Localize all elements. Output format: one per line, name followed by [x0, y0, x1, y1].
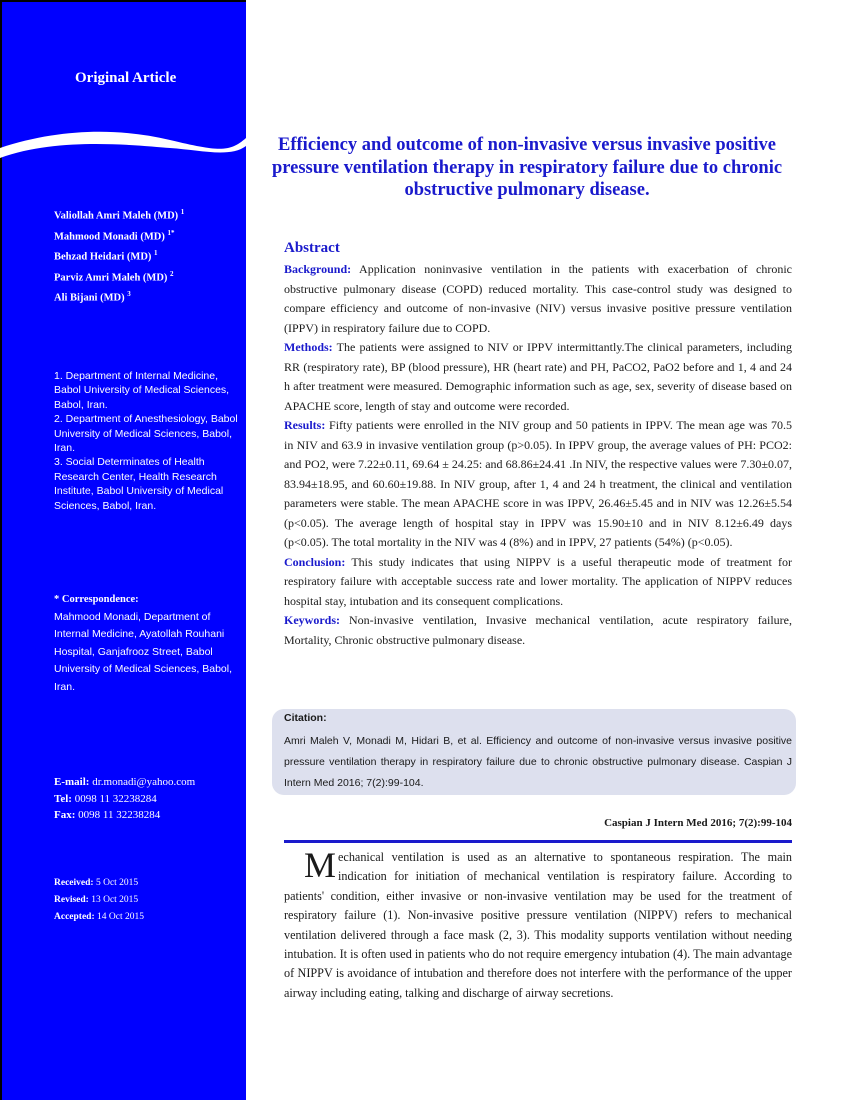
affiliation: 2. Department of Anesthesiology, Babol University of Medical Sciences, Babol, Iran.: [54, 413, 238, 455]
introduction-paragraph: [284, 845, 792, 1003]
affiliation: 3. Social Determinates of Health Research Center, Health Research Institute, Babol University of Medical Sciences, Babol, Iran.: [54, 456, 224, 512]
email-link[interactable]: dr.monadi@yahoo.com: [92, 776, 196, 788]
abstract-body: [284, 260, 792, 650]
abstract-results: Results: Fifty patients were enrolled in the NIV group and 50 patients in IPPV. The mean age was 70.5 in NIV and 63.9 in invasive ventilation group (p>0.05). In IPPV group, the average values of PH: PCO2: and PO2, were 7.22±0.11, 69.64 ± 24.25: and 68.86±24.41 .In NIV, the respective values were 7.30±0.07, 83.94±18.95, and 60.60±19.88. In NIV group, after 1, 4 and 24 h treatment, the clinical and ventilation parameters were stable. The mean APACHE score in was IPPV, 26.46±5.45 and in NIV was 12.26±5.54 (p<0.05). The average length of hospital stay in IPPV was 15.90±10 and in NIV 8.12±6.49 days (p<0.05). The total mortality in the NIV was 4 (8%) and in IPPV, 27 patients (54%) (p<0.05).: [284, 418, 792, 549]
citation-box: [272, 709, 796, 795]
journal-reference: Caspian J Intern Med 2016; 7(2):99-104: [604, 817, 792, 829]
fax-label: Fax:: [54, 809, 76, 821]
keywords-label: Keywords:: [284, 613, 340, 627]
article-dates: [54, 875, 144, 925]
author: Mahmood Monadi (MD) $^{1*}$: [54, 228, 175, 242]
decorative-wave: [0, 118, 246, 168]
article-title: Efficiency and outcome of non-invasive versus invasive positive pressure ventilation therapy in respiratory failure due to chronic obstructive pulmonary disease.: [271, 135, 783, 200]
correspondence-text: Mahmood Monadi, Department of Internal Medicine, Ayatollah Rouhani Hospital, Ganjafrooz Street, Babol University of Medical Sciences, Babol, Iran.: [54, 610, 232, 693]
introduction-text: echanical ventilation is used as an alternative to spontaneous respiration. The main indication for initiation of mechanical ventilation is respiratory failure. According to patients' condition, either invasive or non-invasive ventilation may be used for the treatment of respiratory failure (1). Non-invasive positive pressure ventilation (NIPPV) refers to mechanical ventilation delivered through a face mask (2, 3). This modality supports ventilation without needing intubation. It is often used in patients who do not require emergency intubation (4). The main advantage of NIPPV is avoidance of intubation and therefore does not interfere with the performance of the upper airway including eating, talking and discharge of airway secretions.: [284, 850, 792, 1000]
abstract-keywords: Keywords: Non-invasive ventilation, Invasive mechanical ventilation, acute respiratory failure, Mortality, Chronic obstructive pulmonary disease.: [284, 613, 793, 647]
sidebar: [0, 0, 246, 1100]
abstract-methods: Methods: The patients were assigned to NIV or IPPV intermittantly.The clinical parameters, including RR (respiratory rate), BP (blood pressure), HR (heart rate) and PH, PaCO2, PaO2 before and 1, 4 and 24 h after treatment were measured. Demographic information such as age, sex, severity of disease based on APACHE score, length of stay and outcome were recorded.: [284, 340, 792, 413]
drop-cap: M: [304, 845, 337, 885]
correspondence: [54, 591, 240, 696]
abstract-heading: Abstract: [284, 240, 340, 256]
abstract-conclusion: Conclusion: This study indicates that using NIPPV is a useful therapeutic mode of treatment for respiratory failure with acceptable success rate and lower mortality. The application of NIPPV reduces hospital stay, intubation and its consequent complications.: [284, 554, 792, 608]
author: Parviz Amri Maleh (MD) $^2$: [54, 269, 174, 283]
revised-label: Revised:: [54, 894, 89, 905]
accepted-date: 14 Oct 2015: [97, 911, 144, 922]
received-date: 5 Oct 2015: [95, 878, 139, 888]
accepted-label: Accepted:: [54, 911, 95, 922]
author: Valiollah Amri Maleh (MD) $^1$: [54, 208, 185, 222]
author: Behzad Heidari (MD) $^1$: [54, 249, 158, 263]
fax-value: 0098 11 32238284: [78, 809, 161, 821]
received-label: Received:: [54, 878, 94, 888]
correspondence-label: * Correspondence:: [54, 594, 139, 605]
sidebar-border-top: [0, 0, 246, 2]
methods-label: Methods:: [284, 340, 333, 354]
author: Ali Bijani (MD) $^3$: [54, 290, 131, 304]
background-label: Background:: [284, 262, 352, 276]
author-list: [54, 204, 184, 307]
revised-date: 13 Oct 2015: [91, 894, 139, 905]
citation-label: Citation:: [284, 712, 327, 724]
email-label: E-mail:: [54, 776, 90, 788]
contact-info: [54, 774, 195, 824]
results-label: Results:: [284, 418, 326, 432]
abstract-background: Background: Application noninvasive ventilation in the patients with exacerbation of chronic obstructive pulmonary disease (COPD) reduced mortality. This case-control study was designed to compare efficiency and outcome of non-invasive (NIV) versus invasive positive pressure ventilation (IPPV) in respiratory failure due to COPD.: [284, 262, 792, 335]
tel-value: 0098 11 32238284: [74, 792, 157, 805]
section-divider: [284, 840, 792, 843]
tel-label: Tel:: [54, 792, 72, 805]
article-type-label: Original Article: [75, 70, 177, 86]
affiliation: 1. Department of Internal Medicine, Babol University of Medical Sciences, Babol, Iran.: [54, 370, 230, 411]
citation-text: Amri Maleh V, Monadi M, Hidari B, et al. Efficiency and outcome of non-invasive versus invasive positive pressure ventilation therapy in respiratory failure due to chronic obstructive pulmonary disease. Caspian J Intern Med 2016; 7(2):99-104.: [284, 735, 792, 789]
affiliations: [54, 369, 240, 513]
conclusion-label: Conclusion:: [284, 554, 346, 569]
